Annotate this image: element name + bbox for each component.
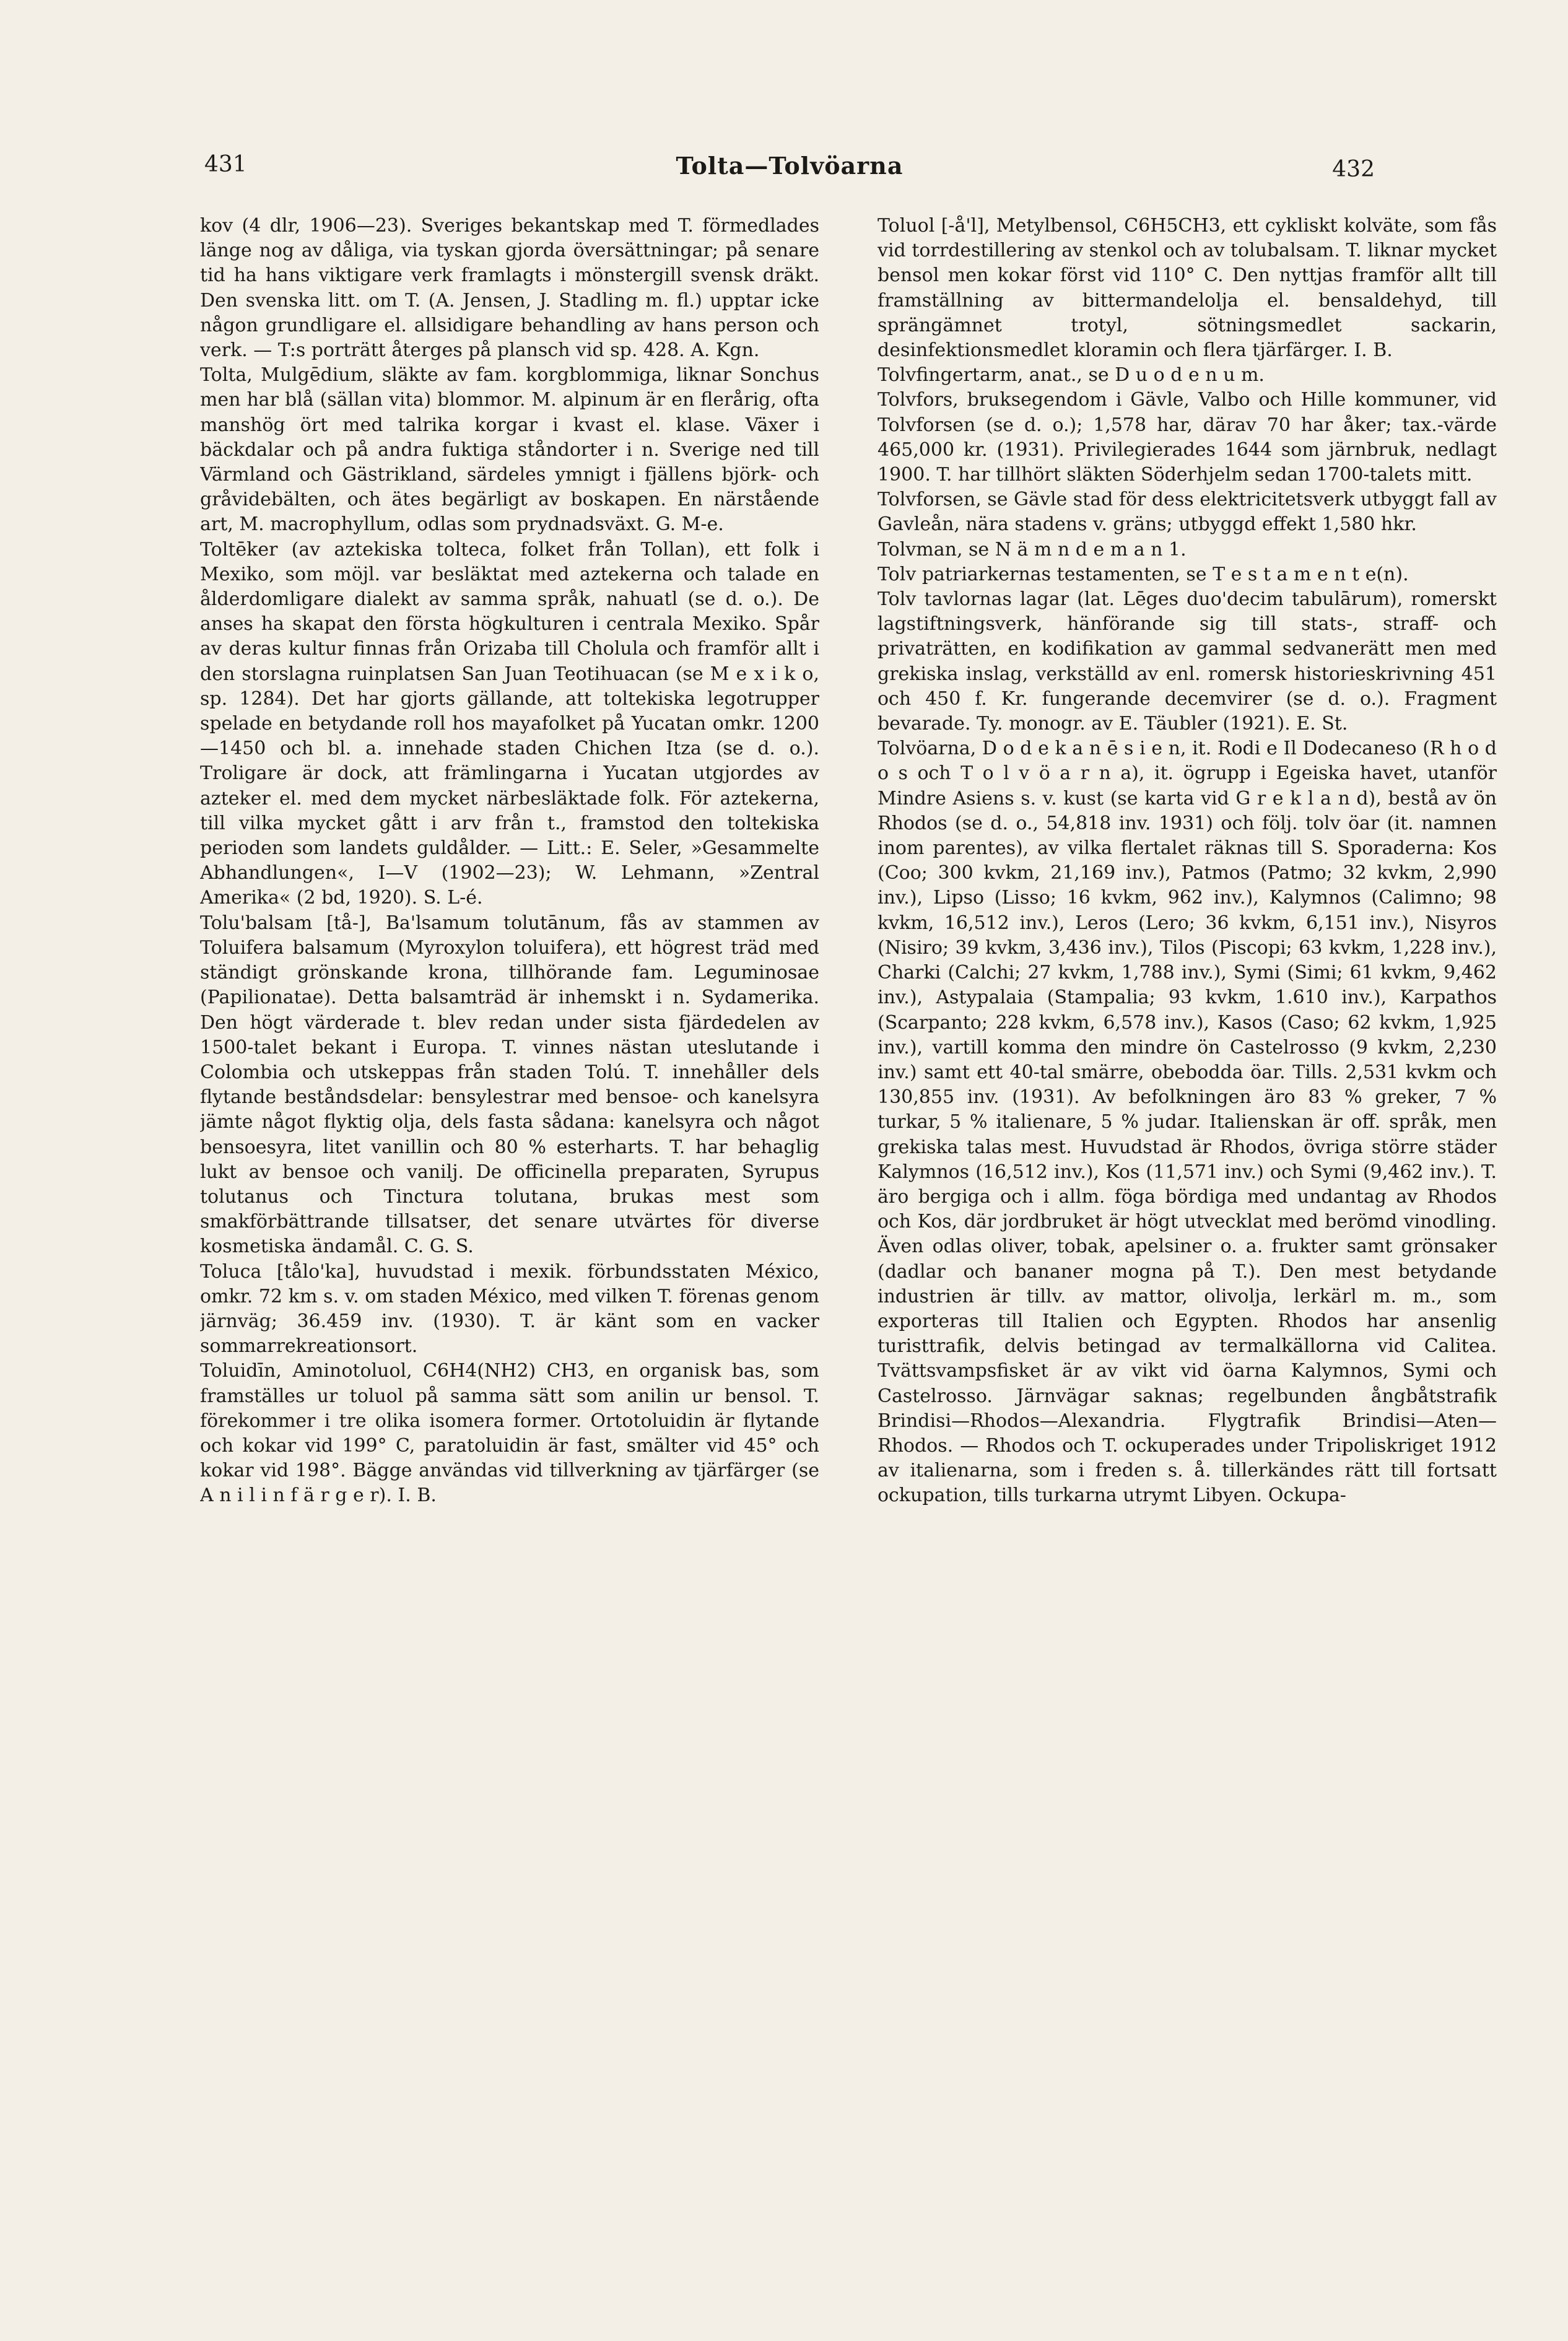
- left-column: [200, 214, 819, 2282]
- right-column: [878, 214, 1497, 2282]
- entry-tolubalsam: Tolu'balsam [tå-], Ba'lsamum tolutānum, fås av stammen av Toluifera balsamum (Myroxylon toluifera), ett högrest träd med ständigt grönskande krona, tillhörande fam. Leguminosae (Papilionatae). Detta balsamträd är inhemskt i n. Sydamerika. Den högt värderade t. blev redan under sista fjärdedelen av 1500-talet bekant i Europa. T. vinnes nästan uteslutande i Colombia och utskeppas från staden Tolú. T. innehåller dels flytande beståndsdelar: bensylestrar med bensoe- och kanelsyra jämte något flyktig olja, dels fasta sådana: kanelsyra och något bensoesyra, litet vanillin och 80 % esterharts. T. har behaglig lukt av bensoe och vanilj. De officinella preparaten, Syrupus tolutanus och Tinctura tolutana, brukas mest som smakförbättrande tillsatser, det senare utvärtes för diverse kosmetiska ändamål. C. G. S.: [200, 912, 819, 1258]
- entry-toluca: Toluca [tålo'ka], huvudstad i mexik. förbundsstaten México, omkr. 72 km s. v. om staden México, med vilken T. förenas genom järnväg; 36.459 inv. (1930). T. är känt som en vacker sommarrekreationsort.: [200, 1260, 819, 1358]
- entry-tolv-patriarkernas: Tolv patriarkernas testamenten, se T e s t a m e n t e(n).: [878, 563, 1409, 585]
- entry-tolv-tavlornas-lagar: Tolv tavlornas lagar (lat. Lēges duo'decim tabulārum), romerskt lagstiftningsverk, hänförande sig till stats-, straff- och privaträtten, en kodifikation av gammal sedvanerätt men med grekiska inslag, verkställd av enl. romersk historieskrivning 451 och 450 f. Kr. fungerande decemvirer (se d. o.). Fragment bevarade. Ty. monogr. av E. Täubler (1921). E. St.: [878, 588, 1497, 735]
- entry-tolvforsen: Tolvforsen, se Gävle stad för dess elektricitetsverk utbyggt fall av Gavleån, nära stadens v. gräns; utbyggd effekt 1,580 hkr.: [878, 489, 1497, 536]
- entry-tolta: Tolta, Mulgēdium, släkte av fam. korgblommiga, liknar Sonchus men har blå (sällan vita) blommor. M. alpinum är en flerårig, ofta manshög ört med talrika korgar i kvast el. klase. Växer i bäckdalar och på andra fuktiga ståndorter i n. Sverige ned till Värmland och Gästrikland, särdeles ymnigt i fjällens björk- och gråvidebälten, och ätes begärligt av boskapen. En närstående art, M. macrophyllum, odlas som prydnadsväxt. G. M-e.: [200, 364, 819, 536]
- running-title: Tolta—Tolvöarna: [676, 152, 904, 180]
- entry-tolvfors: Tolvfors, bruksegendom i Gävle, Valbo och Hille kommuner, vid Tolvforsen (se d. o.); 1,578 har, därav 70 har åker; tax.-värde 465,000 kr. (1931). Privilegierades 1644 som järnbruk, nedlagt 1900. T. har tillhört släkten Söderhjelm sedan 1700-talets mitt.: [878, 389, 1497, 486]
- entry-tolvman: Tolvman, se N ä m n d e m a n 1.: [878, 538, 1187, 560]
- entry-toluidin: Toluidīn, Aminotoluol, C6H4(NH2) CH3, en organisk bas, som framställes ur toluol på samma sätt som anilin ur bensol. T. förekommer i tre olika isomera former. Ortotoluidin är flytande och kokar vid 199° C, paratoluidin är fast, smälter vid 45° och kokar vid 198°. Bägge användas vid tillverkning av tjärfärger (se A n i l i n f ä r g e r). I. B.: [200, 1360, 819, 1507]
- page-header: [204, 152, 1375, 195]
- entry-toluol: Toluol [-å'l], Metylbensol, C6H5CH3, ett cykliskt kolväte, som fås vid torrdestillering av stenkol och av tolubalsam. T. liknar mycket bensol men kokar först vid 110° C. Den nyttjas framför allt till framställning av bittermandelolja el. bensaldehyd, till sprängämnet trotyl, sötningsmedlet sackarin, desinfektionsmedlet kloramin och flera tjärfärger. I. B.: [878, 215, 1497, 362]
- page-number-right: 432: [1332, 157, 1375, 182]
- entry-tolvfingertarm: Tolvfingertarm, anat., se D u o d e n u m.: [878, 364, 1265, 386]
- page-number-left: 431: [204, 152, 247, 177]
- entry-tolstoy-continued: kov (4 dlr, 1906—23). Sveriges bekantskap med T. förmedlades länge nog av dåliga, via tyskan gjorda översättningar; på senare tid ha hans viktigare verk framlagts i mönstergill svensk dräkt. Den svenska litt. om T. (A. Jensen, J. Stadling m. fl.) upptar icke någon grundligare el. allsidigare behandling av hans person och verk. — T:s porträtt återges på plansch vid sp. 428. A. Kgn.: [200, 215, 819, 362]
- entry-tolteker: Toltēker (av aztekiska tolteca, folket från Tollan), ett folk i Mexiko, som möjl. var besläktat med aztekerna och talade en ålderdomligare dialekt av samma språk, nahuatl (se d. o.). De anses ha skapat den första högkulturen i centrala Mexiko. Spår av deras kultur finnas från Orizaba till Cholula och framför allt i den storslagna ruinplatsen San Juan Teotihuacan (se M e x i k o, sp. 1284). Det har gjorts gällande, att toltekiska legotrupper spelade en betydande roll hos mayafolket på Yucatan omkr. 1200—1450 och bl. a. innehade staden Chichen Itza (se d. o.). Troligare är dock, att främlingarna i Yucatan utgjordes av azteker el. med dem mycket närbesläktade folk. För aztekerna, till vilka mycket gått i arv från t., framstod den toltekiska perioden som landets guldålder. — Litt.: E. Seler, »Gesammelte Abhandlungen«, I—V (1902—23); W. Lehmann, »Zentral Amerika« (2 bd, 1920). S. L-é.: [200, 538, 819, 909]
- entry-tolvoarna: Tolvöarna, D o d e k a n ē s i e n, it. Rodi e Il Dodecaneso (R h o d o s och T o l v ö a r n a), it. ögrupp i Egeiska havet, utanför Mindre Asiens s. v. kust (se karta vid G r e k l a n d), bestå av ön Rhodos (se d. o., 54,818 inv. 1931) och följ. tolv öar (it. namnen inom parentes), av vilka flertalet räknas till S. Sporaderna: Kos (Coo; 300 kvkm, 21,169 inv.), Patmos (Patmo; 32 kvkm, 2,990 inv.), Lipso (Lisso; 16 kvkm, 962 inv.), Kalymnos (Calimno; 98 kvkm, 16,512 inv.), Leros (Lero; 36 kvkm, 6,151 inv.), Nisyros (Nisiro; 39 kvkm, 3,436 inv.), Tilos (Piscopi; 63 kvkm, 1,228 inv.), Charki (Calchi; 27 kvkm, 1,788 inv.), Symi (Simi; 61 kvkm, 9,462 inv.), Astypalaia (Stampalia; 93 kvkm, 1.610 inv.), Karpathos (Scarpanto; 228 kvkm, 6,578 inv.), Kasos (Caso; 62 kvkm, 1,925 inv.), vartill komma den mindre ön Castelrosso (9 kvkm, 2,230 inv.) samt ett 40-tal smärre, obebodda öar. Tills. 2,531 kvkm och 130,855 inv. (1931). Av befolkningen äro 83 % greker, 7 % turkar, 5 % italienare, 5 % judar. Italienskan är off. språk, men grekiska talas mest. Huvudstad är Rhodos, övriga större städer Kalymnos (16,512 inv.), Kos (11,571 inv.) och Symi (9,462 inv.). T. äro bergiga och i allm. föga bördiga med undantag av Rhodos och Kos, där jordbruket är högt utvecklat med berömd vinodling. Även odlas oliver, tobak, apelsiner o. a. frukter samt grönsaker (dadlar och bananer mogna på T.). Den mest betydande industrien är tillv. av mattor, olivolja, lerkärl m. m., som exporteras till Italien och Egypten. Rhodos har ansenlig turisttrafik, delvis betingad av termalkällorna vid Calitea. Tvättsvampsfisket är av vikt vid öarna Kalymnos, Symi och Castelrosso. Järnvägar saknas; regelbunden ångbåtstrafik Brindisi—Rhodos—Alexandria. Flygtrafik Brindisi—Aten—Rhodos. — Rhodos och T. ockuperades under Tripoliskriget 1912 av italienarna, som i freden s. å. tillerkändes rätt till fortsatt ockupation, tills turkarna utrymt Libyen. Ockupa-: [878, 738, 1497, 1507]
